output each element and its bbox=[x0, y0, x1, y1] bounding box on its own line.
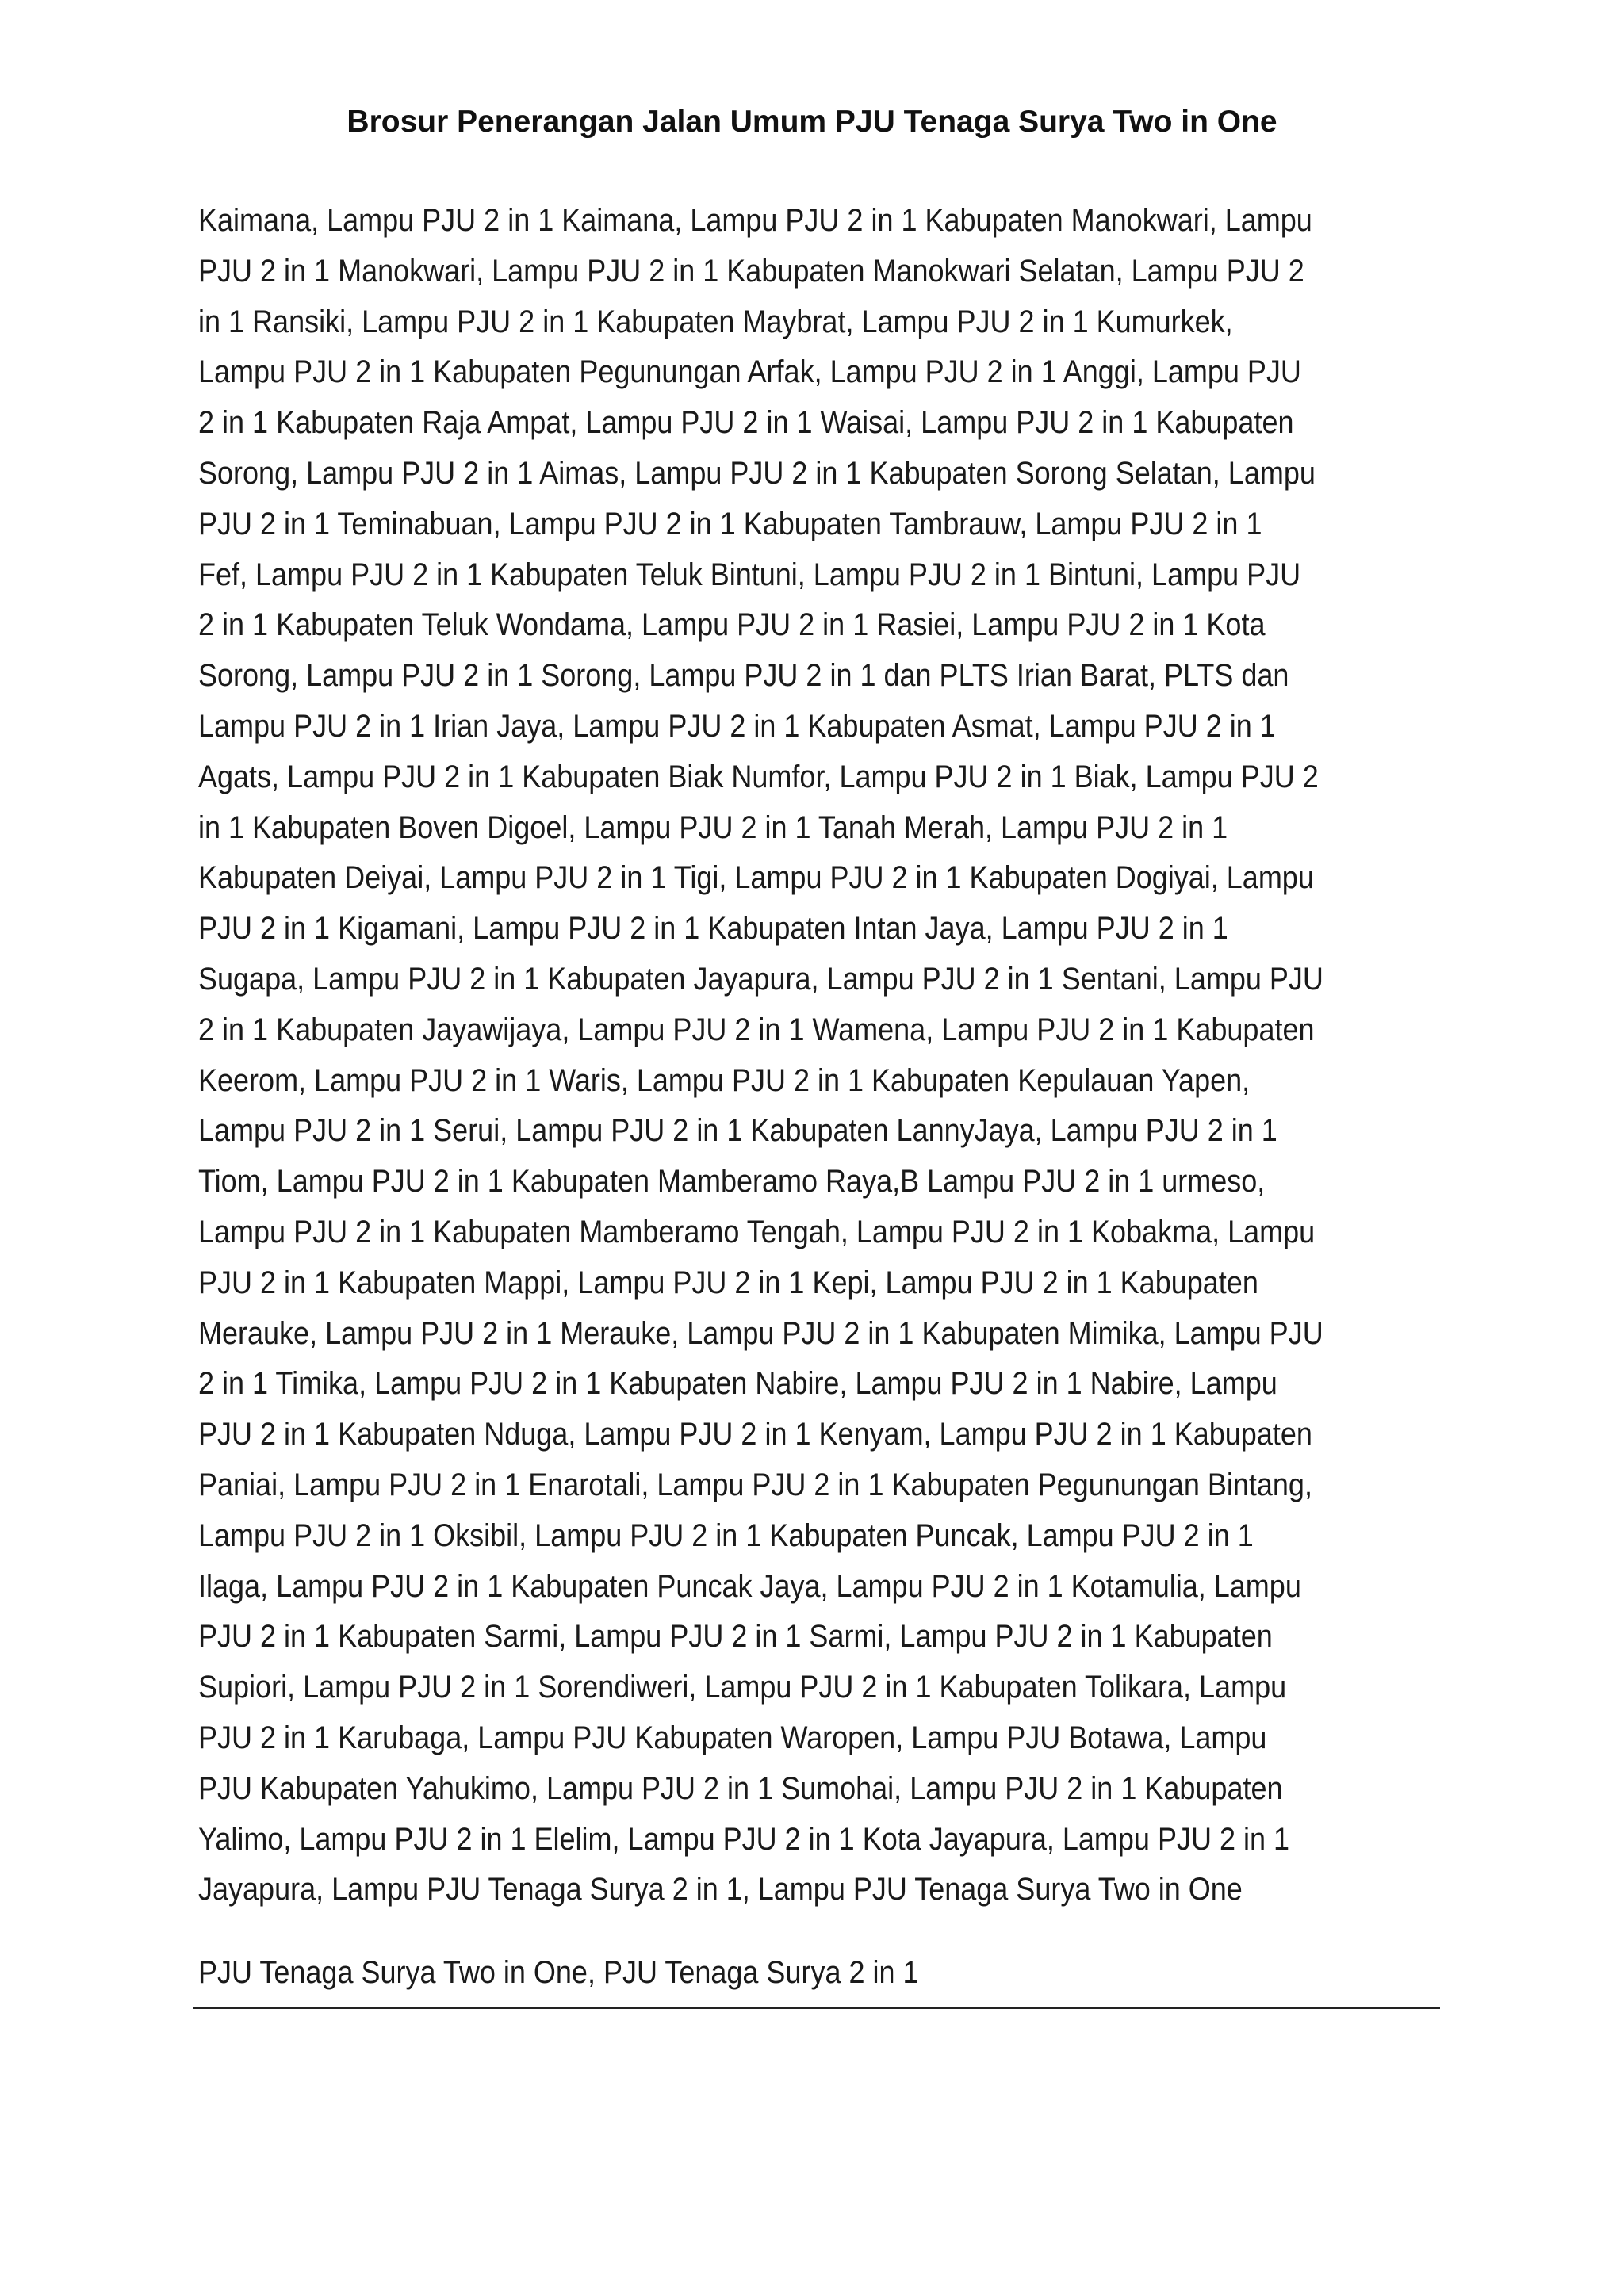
page-title: Brosur Penerangan Jalan Umum PJU Tenaga Surya Two in One bbox=[347, 105, 1277, 139]
body-line: in 1 Kabupaten Boven Digoel, Lampu PJU 2 in 1 Tanah Merah, Lampu PJU 2 in 1 bbox=[198, 809, 1228, 845]
body-line: Keerom, Lampu PJU 2 in 1 Waris, Lampu PJU 2 in 1 Kabupaten Kepulauan Yapen, bbox=[198, 1062, 1251, 1098]
body-line: Sorong, Lampu PJU 2 in 1 Aimas, Lampu PJU 2 in 1 Kabupaten Sorong Selatan, Lampu bbox=[198, 455, 1316, 491]
body-line: PJU 2 in 1 Kigamani, Lampu PJU 2 in 1 Kabupaten Intan Jaya, Lampu PJU 2 in 1 bbox=[198, 911, 1228, 947]
body-line: PJU 2 in 1 Teminabuan, Lampu PJU 2 in 1 Kabupaten Tambrauw, Lampu PJU 2 in 1 bbox=[198, 506, 1262, 541]
body-line: 2 in 1 Kabupaten Raja Ampat, Lampu PJU 2 in 1 Waisai, Lampu PJU 2 in 1 Kabupaten bbox=[198, 405, 1294, 441]
body-line: Fef, Lampu PJU 2 in 1 Kabupaten Teluk Bintuni, Lampu PJU 2 in 1 Bintuni, Lampu PJU bbox=[198, 557, 1301, 592]
body-line: Jayapura, Lampu PJU Tenaga Surya 2 in 1, Lampu PJU Tenaga Surya Two in One bbox=[198, 1872, 1243, 1908]
body-line: Lampu PJU 2 in 1 Serui, Lampu PJU 2 in 1 Kabupaten LannyJaya, Lampu PJU 2 in 1 bbox=[198, 1113, 1277, 1149]
body-line: Ilaga, Lampu PJU 2 in 1 Kabupaten Puncak Jaya, Lampu PJU 2 in 1 Kotamulia, Lampu bbox=[198, 1568, 1301, 1604]
body-line: PJU 2 in 1 Kabupaten Mappi, Lampu PJU 2 in 1 Kepi, Lampu PJU 2 in 1 Kabupaten bbox=[198, 1265, 1258, 1300]
body-paragraph bbox=[198, 196, 1323, 1915]
body-line: PJU 2 in 1 Manokwari, Lampu PJU 2 in 1 Kabupaten Manokwari Selatan, Lampu PJU 2 bbox=[198, 253, 1304, 289]
body-line: PJU 2 in 1 Kabupaten Sarmi, Lampu PJU 2 in 1 Sarmi, Lampu PJU 2 in 1 Kabupaten bbox=[198, 1619, 1273, 1655]
body-line: Lampu PJU 2 in 1 Kabupaten Pegunungan Arfak, Lampu PJU 2 in 1 Anggi, Lampu PJU bbox=[198, 354, 1301, 390]
body-line: Kabupaten Deiyai, Lampu PJU 2 in 1 Tigi, Lampu PJU 2 in 1 Kabupaten Dogiyai, Lampu bbox=[198, 860, 1314, 896]
footer-keywords: PJU Tenaga Surya Two in One, PJU Tenaga Surya 2 in 1 bbox=[198, 1955, 919, 1990]
body-line: Supiori, Lampu PJU 2 in 1 Sorendiweri, Lampu PJU 2 in 1 Kabupaten Tolikara, Lampu bbox=[198, 1670, 1287, 1705]
body-line: 2 in 1 Kabupaten Jayawijaya, Lampu PJU 2 in 1 Wamena, Lampu PJU 2 in 1 Kabupaten bbox=[198, 1012, 1315, 1047]
body-line: Tiom, Lampu PJU 2 in 1 Kabupaten Mamberamo Raya,B Lampu PJU 2 in 1 urmeso, bbox=[198, 1164, 1266, 1200]
body-line: 2 in 1 Kabupaten Teluk Wondama, Lampu PJU 2 in 1 Rasiei, Lampu PJU 2 in 1 Kota bbox=[198, 607, 1266, 643]
body-line: Lampu PJU 2 in 1 Irian Jaya, Lampu PJU 2 in 1 Kabupaten Asmat, Lampu PJU 2 in 1 bbox=[198, 708, 1276, 744]
body-line: PJU 2 in 1 Karubaga, Lampu PJU Kabupaten Waropen, Lampu PJU Botawa, Lampu bbox=[198, 1720, 1267, 1755]
body-line: Lampu PJU 2 in 1 Oksibil, Lampu PJU 2 in 1 Kabupaten Puncak, Lampu PJU 2 in 1 bbox=[198, 1517, 1254, 1553]
body-line: PJU Kabupaten Yahukimo, Lampu PJU 2 in 1 Sumohai, Lampu PJU 2 in 1 Kabupaten bbox=[198, 1770, 1283, 1806]
body-line: Lampu PJU 2 in 1 Kabupaten Mamberamo Tengah, Lampu PJU 2 in 1 Kobakma, Lampu bbox=[198, 1214, 1316, 1249]
body-line: Sugapa, Lampu PJU 2 in 1 Kabupaten Jayapura, Lampu PJU 2 in 1 Sentani, Lampu PJU bbox=[198, 961, 1323, 997]
footer-divider bbox=[193, 2007, 1440, 2009]
body-line: Sorong, Lampu PJU 2 in 1 Sorong, Lampu PJU 2 in 1 dan PLTS Irian Barat, PLTS dan bbox=[198, 658, 1289, 694]
body-line: in 1 Ransiki, Lampu PJU 2 in 1 Kabupaten Maybrat, Lampu PJU 2 in 1 Kumurkek, bbox=[198, 304, 1233, 339]
body-line: Kaimana, Lampu PJU 2 in 1 Kaimana, Lampu PJU 2 in 1 Kabupaten Manokwari, Lampu bbox=[198, 203, 1312, 238]
body-line: 2 in 1 Timika, Lampu PJU 2 in 1 Kabupaten Nabire, Lampu PJU 2 in 1 Nabire, Lampu bbox=[198, 1366, 1277, 1402]
body-line: Paniai, Lampu PJU 2 in 1 Enarotali, Lampu PJU 2 in 1 Kabupaten Pegunungan Bintang, bbox=[198, 1467, 1312, 1502]
body-line: PJU 2 in 1 Kabupaten Nduga, Lampu PJU 2 in 1 Kenyam, Lampu PJU 2 in 1 Kabupaten bbox=[198, 1417, 1312, 1452]
body-line: Yalimo, Lampu PJU 2 in 1 Elelim, Lampu PJU 2 in 1 Kota Jayapura, Lampu PJU 2 in 1 bbox=[198, 1821, 1290, 1857]
body-line: Merauke, Lampu PJU 2 in 1 Merauke, Lampu PJU 2 in 1 Kabupaten Mimika, Lampu PJU bbox=[198, 1315, 1323, 1351]
body-line: Agats, Lampu PJU 2 in 1 Kabupaten Biak Numfor, Lampu PJU 2 in 1 Biak, Lampu PJU 2 bbox=[198, 759, 1319, 794]
